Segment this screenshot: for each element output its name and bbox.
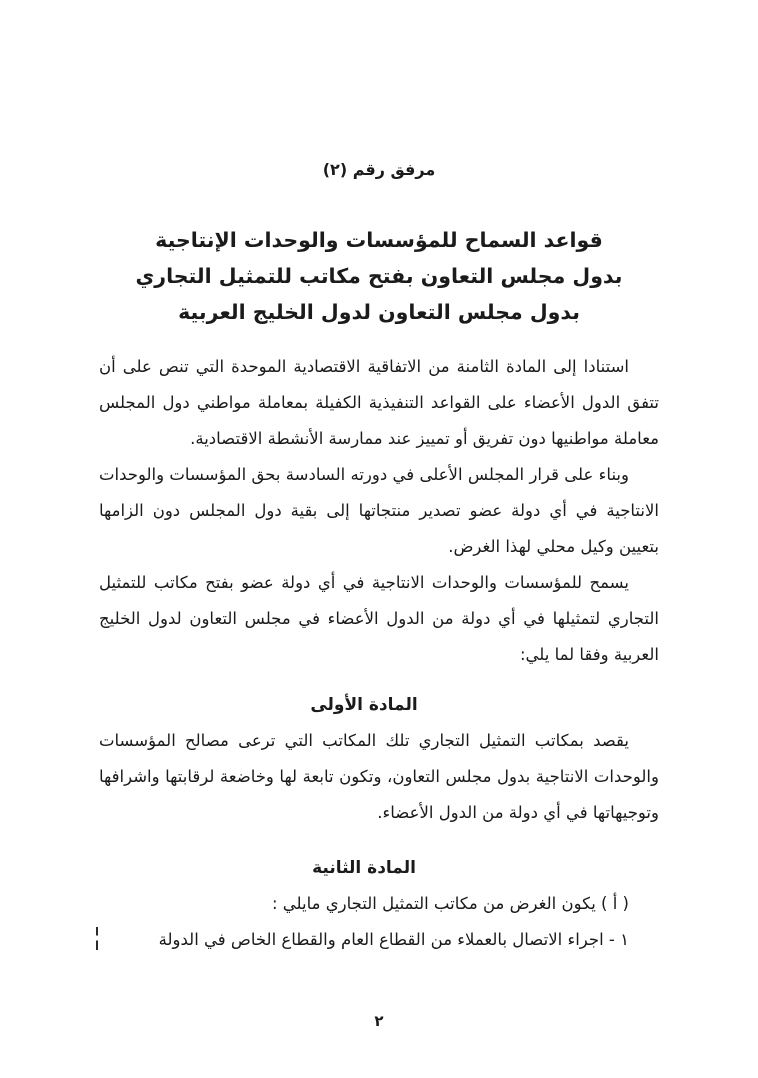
article-2-item-1: ١ - اجراء الاتصال بالعملاء من القطاع العام والقطاع الخاص في الدولة bbox=[158, 930, 629, 949]
article-1-heading: المادة الأولى bbox=[310, 695, 418, 715]
document-title-line-1: قواعد السماح للمؤسسات والوحدات الإنتاجية bbox=[155, 228, 603, 252]
scan-artifact-mark bbox=[96, 927, 98, 950]
document-body bbox=[99, 349, 659, 958]
article-2-heading: المادة الثانية bbox=[312, 858, 416, 878]
article-1-body: يقصد بمكاتب التمثيل التجاري تلك المكاتب التي ترعى مصالح المؤسسات والوحدات الانتاجية بدول مجلس التعاون، وتكون تابعة لها وخاضعة لرقابتها واشرافها وتوجيهاتها في أي دولة من الدول الأعضاء. bbox=[99, 731, 659, 822]
document-title bbox=[99, 222, 659, 330]
page-number: ٢ bbox=[374, 1012, 384, 1030]
preamble-paragraph-1: استنادا إلى المادة الثامنة من الاتفاقية الاقتصادية الموحدة التي تنص على أن تتفق الدول الأعضاء على القواعد التنفيذية الكفيلة بمعاملة مواطني دول المجلس معاملة مواطنيها دون تفريق أو تمييز عند ممارسة الأنشطة الاقتصادية. bbox=[99, 357, 659, 448]
attachment-number-label: مرفق رقم (٢) bbox=[322, 160, 436, 179]
preamble-paragraph-3: يسمح للمؤسسات والوحدات الانتاجية في أي دولة عضو بفتح مكاتب للتمثيل التجاري لتمثيلها في أي دولة من الدول الأعضاء في مجلس التعاون لدول الخليج العربية وفقا لما يلي: bbox=[99, 573, 659, 664]
document-title-line-2: بدول مجلس التعاون بفتح مكاتب للتمثيل التجاري bbox=[135, 264, 623, 288]
article-2-item-a: ( أ ) يكون الغرض من مكاتب التمثيل التجاري مايلي : bbox=[271, 894, 629, 913]
preamble-paragraph-2: وبناء على قرار المجلس الأعلى في دورته السادسة بحق المؤسسات والوحدات الانتاجية في أي دولة عضو تصدير منتجاتها إلى بقية دول المجلس دون الزامها بتعيين وكيل محلي لهذا الغرض. bbox=[99, 465, 659, 556]
document-title-line-3: بدول مجلس التعاون لدول الخليج العربية bbox=[178, 300, 580, 324]
